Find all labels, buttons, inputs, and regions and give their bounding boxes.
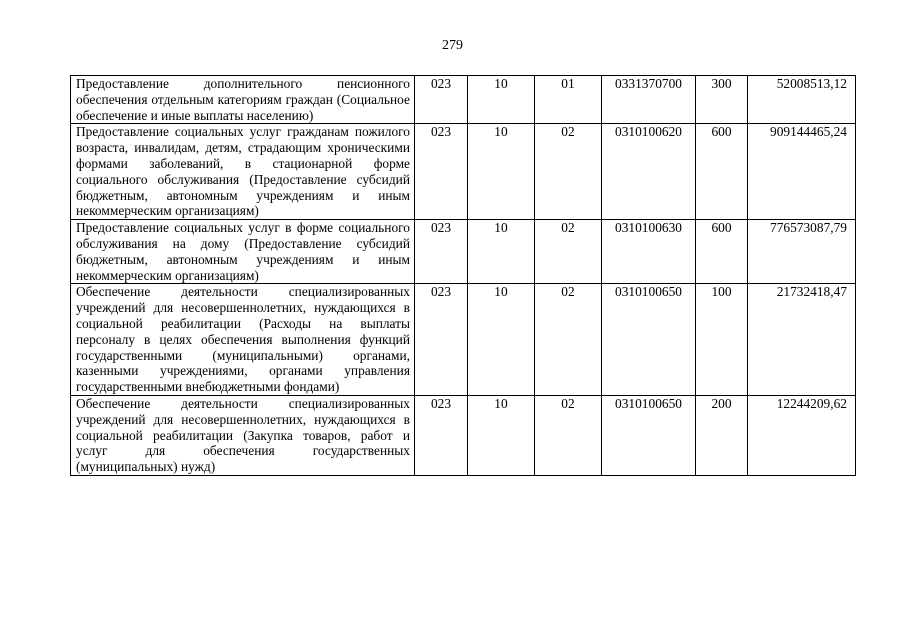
amount: 776573087,79	[748, 220, 856, 284]
section-code: 10	[468, 76, 535, 124]
expense-type-code: 600	[696, 124, 748, 220]
table-row	[71, 284, 856, 396]
ministry-code: 023	[415, 76, 468, 124]
row-description: Обеспечение деятельности специализированных учреждений для несовершеннолетних, нуждающихся в социальной реабилитации (Расходы на выплаты персоналу в целях обеспечения выполнения функций государственными (муниципальными) органами, казенными учреждениями, органами управления государственными внебюджетными фондами)	[71, 284, 415, 396]
target-article-code: 0310100650	[602, 284, 696, 396]
subsection-code: 02	[535, 284, 602, 396]
expense-type-code: 300	[696, 76, 748, 124]
section-code: 10	[468, 124, 535, 220]
subsection-code: 02	[535, 395, 602, 475]
target-article-code: 0331370700	[602, 76, 696, 124]
row-description: Предоставление дополнительного пенсионного обеспечения отдельным категориям граждан (Социальное обеспечение и иные выплаты населению)	[71, 76, 415, 124]
expense-type-code: 600	[696, 220, 748, 284]
amount: 909144465,24	[748, 124, 856, 220]
row-description: Предоставление социальных услуг гражданам пожилого возраста, инвалидам, детям, страдающим хроническими формами заболеваний, в стационарной форме социального обслуживания (Предоставление субсидий бюджетным, автономным учреждениям и иным некоммерческим организациям)	[71, 124, 415, 220]
target-article-code: 0310100620	[602, 124, 696, 220]
subsection-code: 02	[535, 124, 602, 220]
budget-table	[70, 75, 856, 476]
ministry-code: 023	[415, 284, 468, 396]
row-description: Обеспечение деятельности специализированных учреждений для несовершеннолетних, нуждающихся в социальной реабилитации (Закупка товаров, работ и услуг для обеспечения государственных (муниципальных) нужд)	[71, 395, 415, 475]
table-row	[71, 220, 856, 284]
table-row	[71, 76, 856, 124]
table-row	[71, 395, 856, 475]
section-code: 10	[468, 395, 535, 475]
ministry-code: 023	[415, 395, 468, 475]
expense-type-code: 200	[696, 395, 748, 475]
amount: 52008513,12	[748, 76, 856, 124]
subsection-code: 02	[535, 220, 602, 284]
amount: 12244209,62	[748, 395, 856, 475]
target-article-code: 0310100650	[602, 395, 696, 475]
page-number: 279	[442, 38, 463, 53]
ministry-code: 023	[415, 124, 468, 220]
amount: 21732418,47	[748, 284, 856, 396]
row-description: Предоставление социальных услуг в форме социального обслуживания на дому (Предоставление субсидий бюджетным, автономным учреждениям и иным некоммерческим организациям)	[71, 220, 415, 284]
ministry-code: 023	[415, 220, 468, 284]
expense-type-code: 100	[696, 284, 748, 396]
table-row	[71, 124, 856, 220]
section-code: 10	[468, 220, 535, 284]
target-article-code: 0310100630	[602, 220, 696, 284]
section-code: 10	[468, 284, 535, 396]
subsection-code: 01	[535, 76, 602, 124]
